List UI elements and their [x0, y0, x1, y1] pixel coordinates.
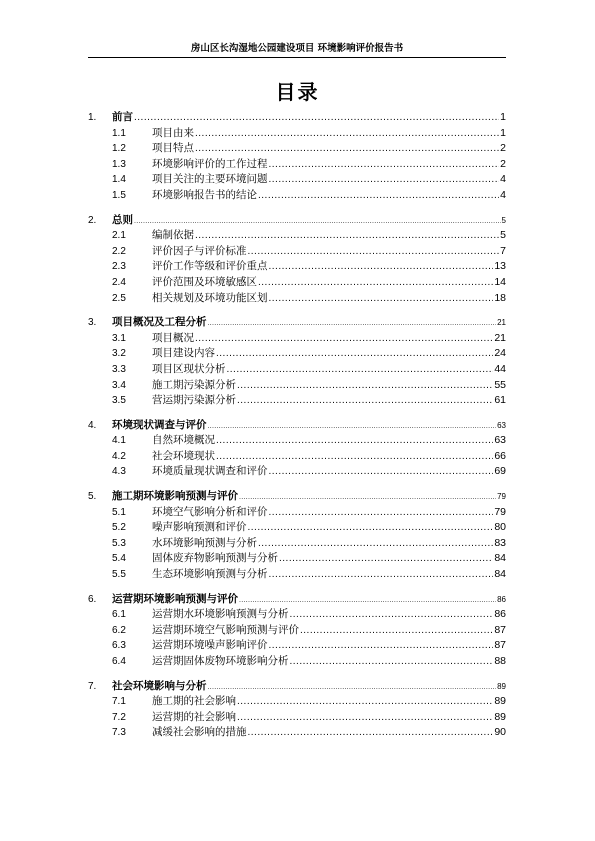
toc-entry-label: 运营期固体废物环境影响分析: [152, 655, 289, 667]
toc-leader-dots: [269, 638, 494, 654]
toc-entry-label: 相关规划及环境功能区划: [152, 291, 268, 304]
toc-entry-number: 6.2: [112, 624, 126, 636]
toc-entry-label: 项目关注的主要环境问题: [152, 173, 268, 186]
toc-entry-page: 89: [494, 710, 506, 723]
toc-entry-section[interactable]: [88, 362, 506, 378]
toc-entry-label: 减缓社会影响的措施: [152, 726, 247, 739]
toc-entry-section[interactable]: [88, 464, 506, 480]
toc-entry-label: 项目概况: [152, 331, 194, 344]
toc-entry-section[interactable]: [88, 520, 506, 536]
toc-entry-section[interactable]: [88, 710, 506, 726]
toc-entry-label: 编制依据: [152, 229, 194, 242]
toc-entry-label: 项目概况及工程分析: [112, 316, 207, 329]
toc-entry-page: 2: [500, 157, 506, 170]
toc-leader-dots: [290, 654, 494, 670]
toc-entry-number: 2.: [88, 214, 97, 226]
toc-entry-section[interactable]: [88, 433, 506, 449]
toc-entry-chapter[interactable]: [88, 489, 506, 505]
toc-entry-number: 5.3: [112, 537, 126, 549]
toc-entry-label: 噪声影响预测和评价: [152, 521, 247, 534]
toc-leader-dots: [237, 710, 493, 726]
toc-entry-label: 环境质量现状调查和评价: [152, 465, 268, 478]
toc-entry-number: 7.2: [112, 711, 126, 723]
toc-entry-number: 3.5: [112, 395, 126, 407]
toc-entry-number: 4.: [88, 419, 97, 431]
toc-entry-page: 21: [494, 331, 506, 344]
toc-entry-page: 83: [494, 536, 506, 549]
toc-entry-section[interactable]: [88, 157, 506, 173]
toc-section: [88, 679, 506, 741]
toc-entry-chapter[interactable]: [88, 592, 506, 608]
toc-leader-dots: [239, 593, 496, 609]
toc-leader-dots: [237, 378, 493, 394]
toc-entry-label: 社会环境影响与分析: [112, 679, 207, 692]
toc-entry-number: 5.: [88, 491, 97, 503]
toc-entry-label: 施工期环境影响预测与评价: [112, 490, 238, 503]
toc-leader-dots: [269, 464, 494, 480]
toc-leader-dots: [208, 419, 497, 435]
toc-entry-label: 运营期环境噪声影响评价: [152, 639, 268, 652]
toc-entry-label: 评价范围及环境敏感区: [152, 275, 257, 288]
toc-entry-number: 3.4: [112, 379, 126, 391]
toc-entry-chapter[interactable]: [88, 418, 506, 434]
toc-entry-number: 1.5: [112, 189, 126, 201]
toc-entry-number: 5.1: [112, 506, 126, 518]
toc-entry-label: 施工期污染源分析: [152, 378, 236, 391]
toc-leader-dots: [269, 259, 494, 275]
toc-leader-dots: [248, 520, 494, 536]
toc-entry-number: 3.3: [112, 363, 126, 375]
toc-entry-section[interactable]: [88, 378, 506, 394]
toc-entry-section[interactable]: [88, 536, 506, 552]
toc-entry-label: 营运期污染源分析: [152, 394, 236, 407]
toc-entry-number: 4.3: [112, 466, 126, 478]
toc-leader-dots: [195, 141, 499, 157]
toc-entry-section[interactable]: [88, 551, 506, 567]
toc-leader-dots: [248, 725, 494, 741]
toc-entry-page: 69: [494, 465, 506, 478]
toc-entry-section[interactable]: [88, 694, 506, 710]
toc-leader-dots: [216, 433, 493, 449]
toc-entry-page: 80: [494, 521, 506, 534]
toc-entry-label: 生态环境影响预测与分析: [152, 568, 268, 581]
toc-leader-dots: [269, 291, 494, 307]
toc-entry-number: 6.4: [112, 656, 126, 667]
toc-leader-dots: [134, 110, 499, 126]
toc-leader-dots: [237, 393, 493, 409]
toc-entry-page: 86: [494, 608, 506, 621]
toc-entry-label: 项目区现状分析: [152, 362, 226, 375]
toc-leader-dots: [195, 126, 499, 142]
toc-entry-number: 7.3: [112, 727, 126, 739]
toc-entry-number: 5.5: [112, 569, 126, 581]
toc-entry-number: 5.4: [112, 553, 126, 565]
toc-entry-number: 1.4: [112, 174, 126, 186]
toc-entry-label: 自然环境概况: [152, 434, 215, 447]
toc-entry-label: 运营期环境空气影响预测与评价: [152, 623, 299, 636]
toc-entry-label: 前言: [112, 111, 133, 123]
running-header: 房山区长沟湿地公园建设项目 环境影响评价报告书: [88, 40, 506, 58]
toc-entry-page: 87: [494, 623, 506, 636]
toc-entry-section[interactable]: [88, 188, 506, 204]
toc-section: [88, 592, 506, 670]
toc-entry-page: 63: [497, 420, 506, 430]
toc-entry-page: 21: [497, 318, 506, 328]
toc-section: [88, 213, 506, 307]
toc-leader-dots: [195, 331, 493, 347]
toc-entry-page: 5: [501, 215, 506, 225]
toc-entry-label: 环境影响报告书的结论: [152, 188, 257, 201]
toc-entry-page: 24: [494, 347, 506, 360]
toc-leader-dots: [258, 275, 493, 291]
toc-entry-page: 7: [500, 244, 506, 257]
toc-leader-dots: [300, 623, 493, 639]
toc-leader-dots: [239, 490, 496, 506]
toc-entry-number: 1.: [88, 112, 97, 123]
toc-entry-label: 固体废弃物影响预测与分析: [152, 552, 278, 565]
toc-entry-number: 6.3: [112, 640, 126, 652]
toc-entry-chapter[interactable]: [88, 315, 506, 331]
toc-entry-section[interactable]: [88, 291, 506, 307]
toc-entry-section[interactable]: [88, 567, 506, 583]
toc-entry-label: 项目特点: [152, 142, 194, 155]
toc-leader-dots: [269, 172, 500, 188]
toc-entry-page: 88: [494, 655, 506, 667]
toc-entry-page: 89: [497, 681, 506, 691]
toc-entry-section[interactable]: [88, 172, 506, 188]
toc-entry-page: 84: [494, 568, 506, 581]
toc-entry-page: 61: [494, 394, 506, 407]
toc-entry-number: 7.1: [112, 696, 126, 708]
toc-entry-number: 1.3: [112, 158, 126, 170]
toc-entry-section[interactable]: [88, 607, 506, 623]
toc-entry-section[interactable]: [88, 228, 506, 244]
toc-entry-page: 14: [494, 275, 506, 288]
toc-entry-number: 4.2: [112, 450, 126, 462]
toc-leader-dots: [279, 551, 493, 567]
toc-entry-chapter[interactable]: [88, 110, 506, 126]
toc-entry-number: 3.: [88, 317, 97, 329]
toc-entry-label: 评价工作等级和评价重点: [152, 260, 268, 273]
toc-leader-dots: [237, 694, 493, 710]
toc-entry-page: 44: [494, 362, 506, 375]
toc-entry-page: 2: [500, 142, 506, 155]
toc-entry-section[interactable]: [88, 623, 506, 639]
toc-entry-number: 5.2: [112, 522, 126, 534]
toc-entry-number: 3.2: [112, 348, 126, 360]
toc-entry-section[interactable]: [88, 505, 506, 521]
toc-leader-dots: [216, 449, 493, 465]
toc-entry-number: 6.: [88, 593, 97, 605]
toc-leader-dots: [216, 346, 493, 362]
toc-entry-section[interactable]: [88, 331, 506, 347]
toc-entry-page: 90: [494, 726, 506, 739]
toc-leader-dots: [269, 505, 494, 521]
toc-entry-page: 84: [494, 552, 506, 565]
toc-entry-number: 2.5: [112, 292, 126, 304]
toc-entry-page: 5: [500, 229, 506, 242]
toc-entry-label: 环境空气影响分析和评价: [152, 505, 268, 518]
toc-entry-page: 4: [500, 173, 506, 186]
toc-leader-dots: [258, 188, 499, 204]
toc-leader-dots: [258, 536, 493, 552]
toc-section: [88, 489, 506, 583]
toc-entry-label: 项目建设内容: [152, 347, 215, 360]
toc-entry-page: 4: [500, 188, 506, 201]
toc-leader-dots: [208, 316, 497, 332]
toc-entry-page: 13: [494, 260, 506, 273]
toc-entry-page: 89: [494, 695, 506, 708]
toc-entry-label: 评价因子与评价标准: [152, 244, 247, 257]
toc-entry-section[interactable]: [88, 346, 506, 362]
toc-leader-dots: [248, 244, 500, 260]
toc-entry-page: 1: [500, 126, 506, 139]
toc-leader-dots: [227, 362, 494, 378]
toc-entry-page: 86: [497, 594, 506, 604]
toc-entry-page: 63: [494, 434, 506, 447]
page-title: 目录: [275, 80, 320, 104]
toc-entry-page: 55: [494, 378, 506, 391]
toc-entry-number: 6.1: [112, 609, 126, 621]
toc-entry-number: 3.1: [112, 332, 126, 344]
toc-entry-label: 施工期的社会影响: [152, 695, 236, 708]
toc-section: [88, 315, 506, 409]
toc-entry-label: 环境影响评价的工作过程: [152, 157, 268, 170]
toc-entry-number: 7.: [88, 680, 97, 692]
toc-entry-label: 运营期环境影响预测与评价: [112, 592, 238, 605]
table-of-contents: [88, 110, 506, 741]
toc-entry-number: 2.3: [112, 261, 126, 273]
toc-section: [88, 418, 506, 480]
toc-leader-dots: [208, 680, 497, 696]
toc-entry-label: 社会环境现状: [152, 449, 215, 462]
toc-leader-dots: [134, 214, 501, 230]
toc-entry-section[interactable]: [88, 654, 506, 670]
toc-entry-section[interactable]: [88, 275, 506, 291]
toc-entry-number: 2.1: [112, 230, 126, 242]
toc-entry-section[interactable]: [88, 126, 506, 142]
toc-entry-number: 2.2: [112, 245, 126, 257]
toc-entry-label: 运营期的社会影响: [152, 710, 236, 723]
toc-entry-section[interactable]: [88, 449, 506, 465]
toc-entry-section[interactable]: [88, 244, 506, 260]
toc-entry-page: 18: [494, 291, 506, 304]
toc-entry-section[interactable]: [88, 141, 506, 157]
toc-entry-label: 总则: [112, 213, 133, 226]
toc-entry-label: 运营期水环境影响预测与分析: [152, 608, 289, 621]
toc-entry-section[interactable]: [88, 393, 506, 409]
toc-entry-chapter[interactable]: [88, 679, 506, 695]
toc-entry-label: 项目由来: [152, 126, 194, 139]
toc-entry-chapter[interactable]: [88, 213, 506, 229]
toc-leader-dots: [269, 157, 500, 173]
toc-leader-dots: [269, 567, 494, 583]
toc-entry-page: 66: [494, 449, 506, 462]
toc-entry-page: 87: [494, 639, 506, 652]
toc-entry-number: 1.1: [112, 127, 126, 139]
toc-entry-number: 2.4: [112, 276, 126, 288]
toc-entry-label: 水环境影响预测与分析: [152, 536, 257, 549]
toc-leader-dots: [195, 228, 499, 244]
toc-entry-number: 4.1: [112, 435, 126, 447]
toc-entry-section[interactable]: [88, 638, 506, 654]
toc-entry-section[interactable]: [88, 725, 506, 741]
toc-entry-page: 79: [497, 492, 506, 502]
toc-section: [88, 110, 506, 204]
toc-entry-page: 79: [494, 505, 506, 518]
toc-entry-page: 1: [500, 111, 506, 123]
toc-entry-label: 环境现状调查与评价: [112, 418, 207, 431]
toc-entry-number: 1.2: [112, 143, 126, 155]
toc-leader-dots: [290, 607, 494, 623]
toc-entry-section[interactable]: [88, 259, 506, 275]
